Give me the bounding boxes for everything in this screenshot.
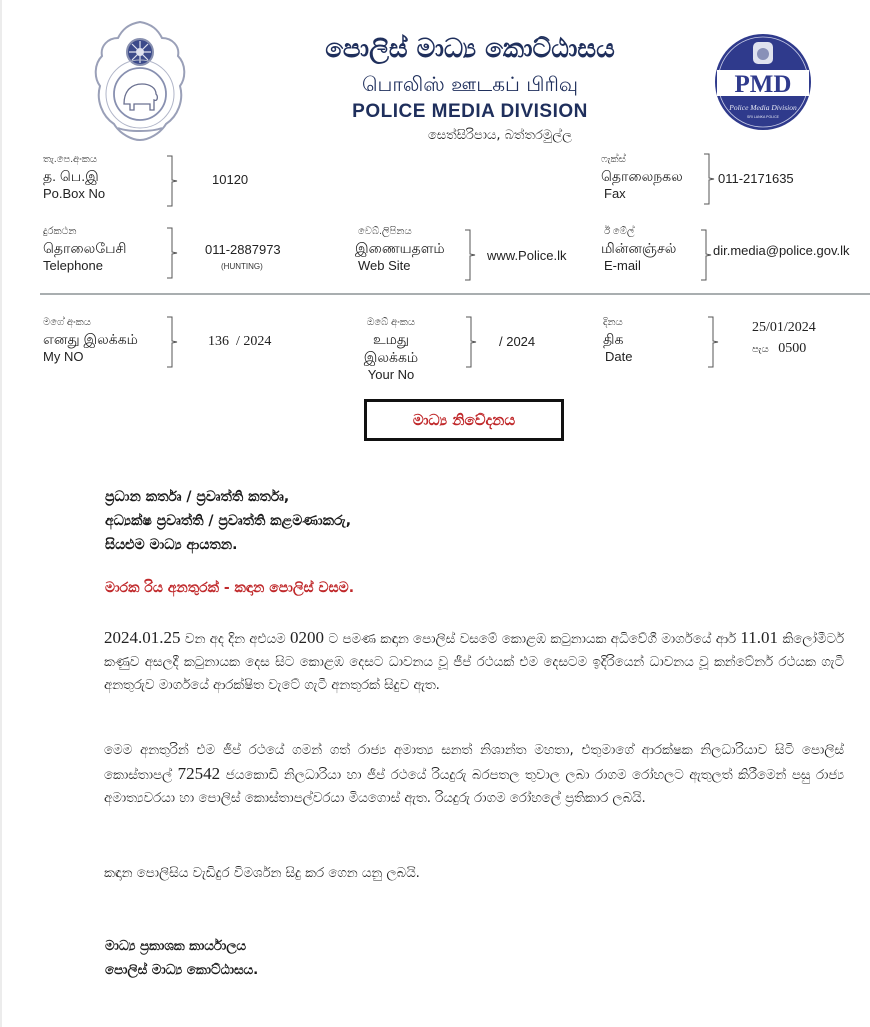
header-divider bbox=[40, 293, 870, 295]
brace-icon bbox=[166, 316, 178, 368]
pmd-logo-caption: Police Media Division bbox=[729, 103, 797, 112]
fax-label bbox=[601, 153, 683, 203]
police-crest-logo bbox=[88, 20, 192, 142]
pobox-value: 10120 bbox=[212, 172, 249, 187]
time-value bbox=[752, 341, 806, 357]
pobox-label bbox=[43, 153, 105, 203]
incident-date: 2024.01.25 bbox=[104, 628, 181, 647]
date-label-ta: திக bbox=[603, 331, 624, 347]
pmd-logo-subcaption: SRI LANKA POLICE bbox=[747, 115, 779, 119]
division-title-sinhala: පොලිස් මාධ්‍ය කොට්ඨාසය bbox=[325, 34, 615, 64]
telephone-label-si: දුරකථන bbox=[43, 226, 77, 237]
subject-line: මාරක රිය අනතුරක් - කඳාන පොලිස් වසම. bbox=[105, 580, 355, 596]
date-value: 25/01/2024 bbox=[752, 320, 816, 335]
website-label-si: වෙබ්.ලිපිනය bbox=[358, 226, 412, 237]
my-no-label-si: මගේ අංකය bbox=[43, 317, 91, 328]
incident-time: 0200 bbox=[290, 628, 324, 647]
body-paragraph-2 bbox=[104, 739, 844, 810]
paragraph-text: ජයකොඩි නිලධාරියා හා ජීප් රථයේ රියදුරු බරපතල තුවාල ලබා රාගම රෝහලට ඇතුලත් කිරීමෙන් පසු රාජ්‍ය අමාත්‍යවරයා හා පොලිස් කොස්තාපල්වරයා මියගොස් ඇත. රියදුරු රාගම රෝහලේ ප්‍රතිකාර ලබයි. bbox=[104, 768, 844, 806]
date-label-si: දිනය bbox=[603, 317, 623, 328]
email-label bbox=[601, 225, 676, 275]
brace-icon bbox=[464, 229, 476, 281]
my-no-value: 136 / 2024 bbox=[208, 334, 272, 349]
division-title-english: POLICE MEDIA DIVISION bbox=[352, 101, 588, 122]
addressee-line: ප්‍රධාන කර්තෘ / ප්‍රවෘත්ති කර්තෘ, bbox=[105, 489, 290, 505]
paragraph-text: වන අද දින අළුයම bbox=[180, 632, 290, 647]
pobox-label-si: තැ.පෙ.අංකය bbox=[43, 154, 98, 165]
email-link[interactable]: dir.media@police.gov.lk bbox=[713, 243, 850, 258]
email-label-en: E-mail bbox=[604, 258, 641, 273]
signoff-block bbox=[105, 935, 258, 983]
website-label-en: Web Site bbox=[358, 258, 411, 273]
time-label: පැය bbox=[752, 344, 769, 355]
your-no-label-en: Your No bbox=[367, 367, 415, 382]
addressee-block bbox=[105, 485, 351, 557]
telephone-value: 011-2887973 bbox=[205, 242, 281, 257]
division-address: සෙත්සිරිපාය, බත්තරමුල්ල bbox=[427, 128, 573, 143]
constable-number: 72542 bbox=[177, 764, 221, 783]
my-no-label-ta: எனது இலக்கம் bbox=[43, 331, 138, 347]
pmd-logo-text: PMD bbox=[734, 71, 792, 98]
website-label bbox=[355, 225, 445, 275]
fax-label-si: ෆැක්ස් bbox=[601, 154, 626, 165]
email-label-ta: மின்னஞ்சல் bbox=[601, 240, 677, 256]
paragraph-text: කිලෝමීටර් කණුව අසලදී කටුනායක දෙස සිට කොළඹ දෙසට ධාවනය වූ ජීප් රථයක් එම දෙසටම ඉදිරියෙන් ධාවනය වූ කන්ටේනර් රථයක ගැටී අනතුරුව මාර්ගයේ ආරක්ෂිත වැටේ ගැටී අනතුරක් සිදුව ඇත. bbox=[104, 632, 844, 693]
media-release-title: මාධ්‍ය නිවේදනය bbox=[412, 411, 516, 429]
brace-icon bbox=[707, 316, 719, 368]
page-edge bbox=[0, 0, 2, 1027]
brace-icon bbox=[465, 316, 477, 368]
brace-icon bbox=[700, 229, 712, 281]
telephone-label-ta: தொலைபேசி bbox=[43, 240, 127, 256]
my-no-label bbox=[43, 316, 138, 366]
body-paragraph-3: කඳාන පොලිසිය වැඩිදුර විමර්ශන සිදු කර ගෙන යනු ලබයි. bbox=[104, 866, 420, 881]
brace-icon bbox=[166, 227, 178, 279]
paragraph-text: මෙම අනතුරින් එම ජීප් රථයේ ගමන් ගත් රාජ්‍ය අමාත්‍ය සනත් නිශාන්ත මහතා, එතුමාගේ ආරක්ෂක නිලධාරියාව සිටි පොලිස් කොස්තාපල් bbox=[104, 743, 844, 783]
brace-icon bbox=[166, 155, 178, 207]
pobox-label-ta: த. பெ.இ bbox=[43, 168, 99, 184]
division-title-tamil: பொலிஸ் ஊடகப் பிரிவு bbox=[361, 72, 578, 96]
telephone-label bbox=[43, 225, 127, 275]
brace-icon bbox=[703, 153, 715, 205]
addressee-line: අධ්‍යක්ෂ ප්‍රවෘත්ති / ප්‍රවෘත්ති කළමණාකරු, bbox=[105, 513, 352, 529]
website-label-ta: இணையதளம் bbox=[355, 240, 445, 256]
addressee-line: සියළුම මාධ්‍ය ආයතන. bbox=[105, 537, 238, 553]
your-no-value: / 2024 bbox=[499, 334, 536, 349]
email-label-si: ඊ මේල් bbox=[604, 226, 635, 237]
body-paragraph-1 bbox=[104, 626, 844, 697]
telephone-hunting-note: (HUNTING) bbox=[221, 262, 263, 271]
fax-label-ta: தொலைநகல bbox=[601, 168, 683, 184]
fax-label-en: Fax bbox=[604, 186, 626, 201]
your-no-label-si: ඔබේ අංකය bbox=[366, 317, 416, 328]
media-release-title-box bbox=[364, 399, 564, 441]
your-no-label-ta: உமது இலக்கம் bbox=[363, 331, 419, 365]
kilometer-post: 11.01 bbox=[740, 628, 779, 647]
website-link[interactable]: www.Police.lk bbox=[487, 248, 567, 263]
time-number: 0500 bbox=[778, 341, 807, 356]
telephone-label-en: Telephone bbox=[43, 258, 103, 273]
fax-value: 011-2171635 bbox=[718, 171, 794, 186]
pobox-label-en: Po.Box No bbox=[43, 186, 106, 201]
date-label bbox=[603, 316, 632, 366]
paragraph-text: ට පමණ කඳාන පොලිස් වසමේ කොළඹ කටුනායක අධිවේගී මාර්ගයේ ආර් bbox=[324, 632, 741, 647]
your-no-label bbox=[348, 316, 434, 384]
signoff-line: මාධ්‍ය ප්‍රකාශක කාර්යාලය bbox=[105, 939, 246, 954]
my-no-label-en: My NO bbox=[43, 349, 84, 364]
signoff-line: පොලිස් මාධ්‍ය කොට්ඨාසය. bbox=[105, 963, 259, 978]
date-label-en: Date bbox=[605, 349, 633, 364]
pmd-logo bbox=[713, 32, 813, 132]
